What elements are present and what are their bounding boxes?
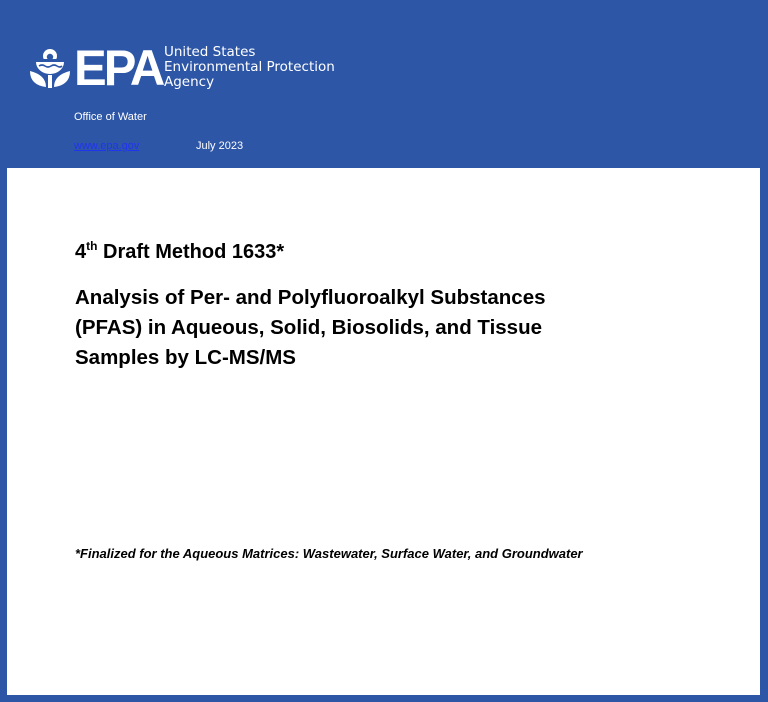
epa-flower-logo-icon [28,47,72,89]
document-title-line3: Samples by LC-MS/MS [75,346,296,369]
agency-name-line1: United States [164,44,256,60]
document-title-line2: (PFAS) in Aqueous, Solid, Biosolids, and Tissue [75,316,542,339]
method-title [75,241,284,264]
agency-name-line3: Agency [164,74,215,90]
epa-logo [28,40,164,96]
publication-date: July 2023 [196,140,244,152]
method-ordinal-number: 4 [75,241,87,263]
document-title [75,283,695,373]
finalized-footnote: *Finalized for the Aqueous Matrices: Wastewater, Surface Water, and Groundwater [75,546,583,561]
website-link[interactable]: www.epa.gov [74,140,140,152]
method-title-rest: Draft Method 1633* [97,241,285,263]
agency-name-line2: Environmental Protection [164,59,335,75]
office-name: Office of Water [74,111,147,123]
cover-header [0,0,768,168]
agency-name [164,45,335,90]
epa-wordmark: EPA [74,40,163,96]
method-ordinal-suffix: th [86,239,98,253]
document-title-line1: Analysis of Per- and Polyfluoroalkyl Substances [75,286,546,309]
cover-content-panel [7,168,760,695]
